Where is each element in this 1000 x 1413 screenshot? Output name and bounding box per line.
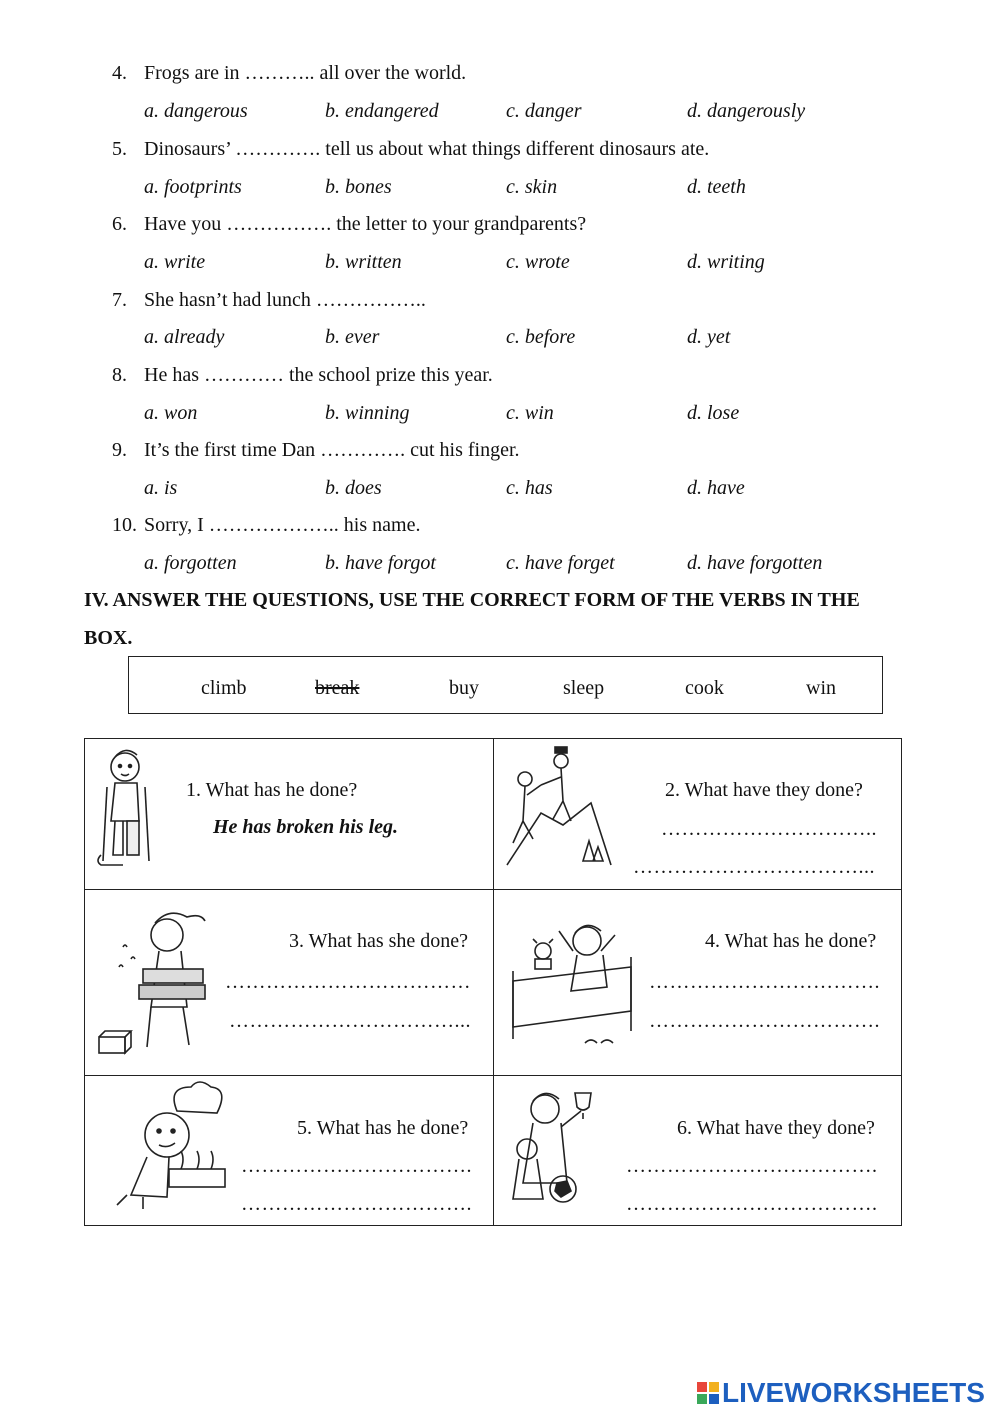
option-a: a. write <box>144 251 206 273</box>
option-b: b. have forgot <box>325 552 436 574</box>
option-d: d. lose <box>687 402 740 424</box>
picture-question-grid <box>84 738 902 1226</box>
liveworksheets-logo[interactable] <box>697 1378 985 1408</box>
option-d: d. teeth <box>687 176 746 198</box>
option-d: d. yet <box>687 326 731 348</box>
option-d: d. have <box>687 477 745 499</box>
option-d: d. writing <box>687 251 765 273</box>
answer-line: ……………………………... <box>229 1010 471 1032</box>
question-number: 4. <box>112 62 127 84</box>
answer-line: ……………………………… <box>225 971 471 993</box>
option-b: b. does <box>325 477 382 499</box>
answer-line: ……………………………... <box>633 856 875 878</box>
answer-line: ……………………………. <box>241 1155 472 1177</box>
option-d: d. dangerously <box>687 100 806 122</box>
question-number: 10. <box>112 514 137 536</box>
logo-mark-icon <box>697 1382 719 1404</box>
verb-win: win <box>806 677 836 699</box>
question-number: 8. <box>112 364 127 386</box>
question-number: 5. <box>112 138 127 160</box>
verb-sleep: sleep <box>563 677 605 699</box>
verb-box <box>128 656 883 714</box>
question-text: He has ………… the school prize this year. <box>144 364 493 386</box>
verb-break: break <box>315 677 360 699</box>
waking-up-bed-illustration <box>507 911 635 1059</box>
option-c: c. before <box>506 326 576 348</box>
picture-cell-6 <box>493 1075 901 1225</box>
option-b: b. endangered <box>325 100 439 122</box>
picture-cell-3 <box>85 889 493 1075</box>
option-c: c. wrote <box>506 251 570 273</box>
question-text: Have you ……………. the letter to your grandparents? <box>144 213 587 235</box>
option-c: c. skin <box>506 176 558 198</box>
boy-broken-leg-illustration <box>93 743 163 867</box>
answer-line: ……………………………. <box>649 971 880 993</box>
option-b: b. winning <box>325 402 410 424</box>
question-text: She hasn’t had lunch …………….. <box>144 289 426 311</box>
verb-buy: buy <box>449 677 479 699</box>
option-c: c. have forget <box>506 552 615 574</box>
picture-cell-5 <box>85 1075 493 1225</box>
answer-line: ………………………………. <box>626 1155 878 1177</box>
question-prompt: 1. What has he done? <box>186 779 358 801</box>
option-a: a. already <box>144 326 225 348</box>
question-number: 9. <box>112 439 127 461</box>
question-prompt: 6. What have they done? <box>677 1117 875 1139</box>
picture-cell-4 <box>493 889 901 1075</box>
option-c: c. danger <box>506 100 582 122</box>
option-b: b. bones <box>325 176 392 198</box>
option-a: a. won <box>144 402 198 424</box>
verb-cook: cook <box>685 677 724 699</box>
option-a: a. forgotten <box>144 552 237 574</box>
option-c: c. win <box>506 402 554 424</box>
question-prompt: 4. What has he done? <box>705 930 877 952</box>
climbing-mountain-illustration <box>501 743 613 867</box>
chef-cooking-illustration <box>107 1077 233 1211</box>
option-b: b. ever <box>325 326 380 348</box>
question-text: Dinosaurs’ …………. tell us about what things different dinosaurs ate. <box>144 138 710 160</box>
option-a: a. dangerous <box>144 100 248 122</box>
winning-trophy-illustration <box>509 1087 601 1205</box>
option-a: a. is <box>144 477 178 499</box>
example-answer: He has broken his leg. <box>213 816 399 838</box>
section-heading: IV. ANSWER THE QUESTIONS, USE THE CORRECT FORM OF THE VERBS IN THE <box>84 589 860 611</box>
option-a: a. footprints <box>144 176 242 198</box>
section-heading-continued: BOX. <box>84 627 133 649</box>
option-c: c. has <box>506 477 553 499</box>
question-number: 6. <box>112 213 127 235</box>
question-text: Sorry, I ……………….. his name. <box>144 514 421 536</box>
answer-line: ………………………….. <box>661 818 877 840</box>
option-b: b. written <box>325 251 402 273</box>
verb-climb: climb <box>201 677 247 699</box>
question-prompt: 5. What has he done? <box>297 1117 469 1139</box>
answer-line: ……………………………. <box>241 1193 472 1215</box>
question-prompt: 2. What have they done? <box>665 779 863 801</box>
question-text: Frogs are in ……….. all over the world. <box>144 62 467 84</box>
option-d: d. have forgotten <box>687 552 823 574</box>
question-prompt: 3. What has she done? <box>289 930 469 952</box>
answer-line: ……………………………. <box>649 1010 880 1032</box>
question-text: It’s the first time Dan …………. cut his finger. <box>144 439 520 461</box>
logo-text: LIVEWORKSHEETS <box>722 1377 985 1408</box>
shopping-girl-illustration <box>93 907 217 1063</box>
picture-cell-2 <box>493 739 901 889</box>
picture-cell-1 <box>85 739 493 889</box>
question-number: 7. <box>112 289 127 311</box>
answer-line: ………………………………. <box>626 1193 878 1215</box>
